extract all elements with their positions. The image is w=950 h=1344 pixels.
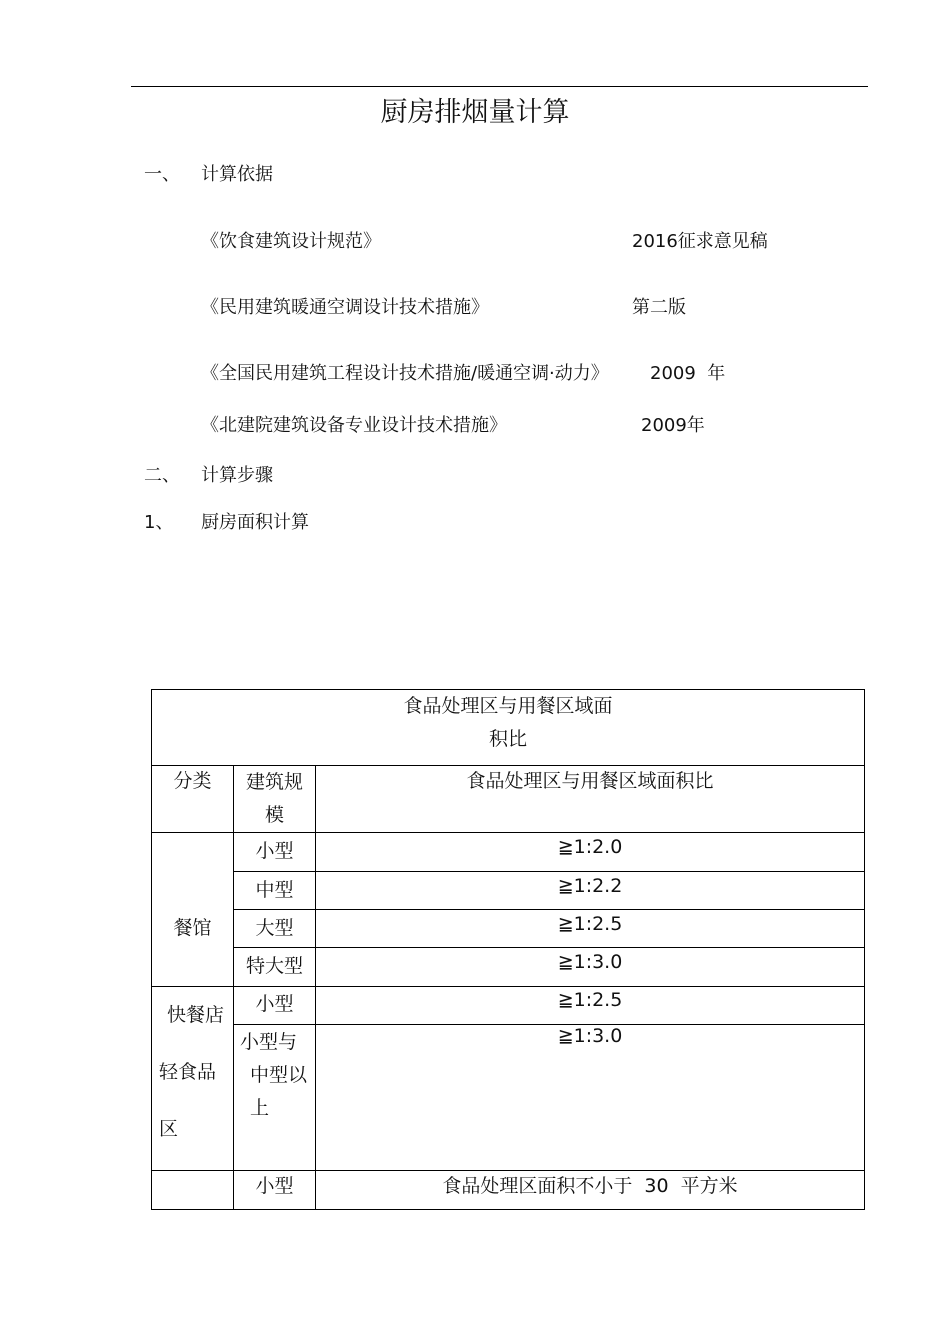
step-1-number: 1、 — [144, 512, 174, 533]
reference-1-name: 《饮食建筑设计规范》 — [201, 231, 381, 252]
reference-4-name: 《北建院建筑设备专业设计技术措施》 — [201, 415, 507, 436]
page-title: 厨房排烟量计算 — [380, 97, 570, 128]
scale-cell: 小型 — [234, 1171, 316, 1210]
area-ratio-table — [151, 689, 865, 1210]
section-1-number: 一、 — [144, 164, 180, 185]
ratio-cell: ≧1:2.5 — [316, 910, 865, 948]
category-restaurant — [152, 833, 234, 987]
reference-2-note: 第二版 — [632, 297, 686, 318]
header-scale — [234, 766, 316, 833]
scale-cell: 大型 — [234, 910, 316, 948]
table-row — [152, 872, 865, 910]
scale-cell: 特大型 — [234, 948, 316, 987]
step-1-label: 厨房面积计算 — [201, 512, 309, 533]
header-ratio: 食品处理区与用餐区域面积比 — [316, 766, 865, 833]
reference-3-note: 2009 年 — [650, 363, 726, 384]
category-fastfood-line-3: 区 — [159, 1118, 179, 1140]
ratio-cell: ≧1:3.0 — [316, 948, 865, 987]
table-caption — [152, 690, 865, 766]
scale-cell: 小型 — [234, 987, 316, 1025]
table-row — [152, 833, 865, 872]
ratio-cell: 食品处理区面积不小于 30 平方米 — [316, 1171, 865, 1210]
table-row — [152, 1025, 865, 1171]
reference-1-note: 2016征求意见稿 — [632, 231, 768, 252]
scale-line-2: 中型以 — [250, 1064, 308, 1086]
ratio-cell: ≧1:2.2 — [316, 872, 865, 910]
table-row — [152, 910, 865, 948]
section-2-label: 计算步骤 — [201, 465, 273, 486]
table-caption-row — [152, 690, 865, 766]
category-fastfood-line-1: 快餐店 — [167, 1004, 225, 1026]
header-category: 分类 — [152, 766, 234, 833]
category-fastfood — [152, 987, 234, 1171]
table-row — [152, 1171, 865, 1210]
header-scale-line-2: 模 — [264, 804, 284, 826]
reference-2-name: 《民用建筑暖通空调设计技术措施》 — [201, 297, 489, 318]
table-header-row — [152, 766, 865, 833]
table-caption-line-2: 积比 — [489, 728, 528, 750]
ratio-cell: ≧1:2.0 — [316, 833, 865, 872]
section-2-number: 二、 — [144, 465, 180, 486]
scale-cell — [234, 1025, 316, 1171]
table-row — [152, 948, 865, 987]
category-empty — [152, 1171, 234, 1210]
header-rule — [131, 86, 868, 87]
scale-cell: 中型 — [234, 872, 316, 910]
reference-3-name: 《全国民用建筑工程设计技术措施/暖通空调·动力》 — [201, 363, 609, 384]
section-1-label: 计算依据 — [201, 164, 273, 185]
table-caption-line-1: 食品处理区与用餐区域面 — [403, 695, 613, 717]
ratio-cell: ≧1:3.0 — [316, 1025, 865, 1171]
category-restaurant-label: 餐馆 — [173, 917, 212, 939]
scale-line-3: 上 — [250, 1097, 270, 1119]
scale-cell: 小型 — [234, 833, 316, 872]
header-scale-line-1: 建筑规 — [245, 771, 303, 793]
scale-line-1: 小型与 — [240, 1031, 298, 1053]
category-fastfood-line-2: 轻食品 — [159, 1061, 217, 1083]
reference-4-note: 2009年 — [641, 415, 705, 436]
ratio-cell: ≧1:2.5 — [316, 987, 865, 1025]
table-row — [152, 987, 865, 1025]
